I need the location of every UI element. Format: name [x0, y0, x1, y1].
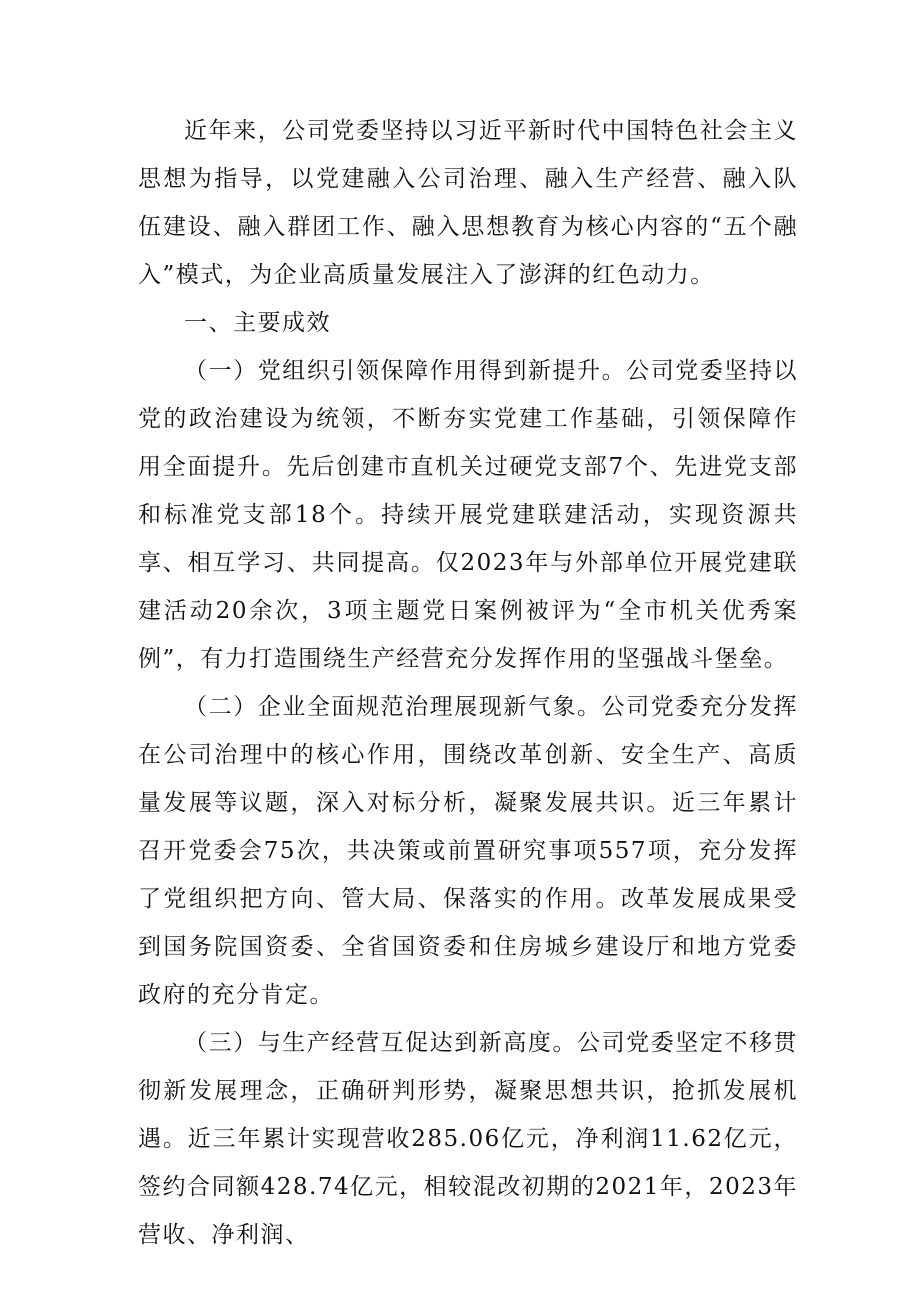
item-paragraph-2: [138, 683, 798, 1019]
document-body: [138, 107, 798, 1259]
item-body-1: 公司党委坚持以党的政治建设为统领，不断夯实党建工作基础，引领保障作用全面提升。先后创建市直机关过硬党支部7个、先进党支部和标准党支部18个。持续开展党建联建活动，实现资源共享、相互学习、共同提高。仅2023年与外部单位开展党建联建活动20余次，3项主题党日案例被评为“全市机关优秀案例”，有力打造围绕生产经营充分发挥作用的坚强战斗堡垒。: [138, 358, 798, 672]
section-heading: 一、主要成效: [184, 310, 331, 336]
intro-paragraph: 近年来，公司党委坚持以习近平新时代中国特色社会主义思想为指导，以党建融入公司治理、融入生产经营、融入队伍建设、融入群团工作、融入思想教育为核心内容的“五个融入”模式，为企业高质量发展注入了澎湃的红色动力。: [138, 118, 798, 288]
item-paragraph-1: [138, 347, 798, 683]
item-body-3: 公司党委坚定不移贯彻新发展理念，正确研判形势，凝聚思想共识，抢抓发展机遇。近三年累计实现营收285.06亿元，净利润11.62亿元，签约合同额428.74亿元，相较混改初期的2021年，2023年营收、净利润、: [138, 1030, 798, 1248]
item-lead-3: （三）与生产经营互促达到新高度。: [184, 1030, 577, 1056]
item-body-2: 公司党委充分发挥在公司治理中的核心作用，围绕改革创新、安全生产、高质量发展等议题，深入对标分析，凝聚发展共识。近三年累计召开党委会75次，共决策或前置研究事项557项，充分发挥了党组织把方向、管大局、保落实的作用。改革发展成果受到国务院国资委、全省国资委和住房城乡建设厅和地方党委政府的充分肯定。: [138, 694, 798, 1008]
item-lead-2: （二）企业全面规范治理展现新气象。: [184, 694, 602, 720]
item-paragraph-3: [138, 1019, 798, 1259]
item-lead-1: （一）党组织引领保障作用得到新提升。: [184, 358, 627, 384]
